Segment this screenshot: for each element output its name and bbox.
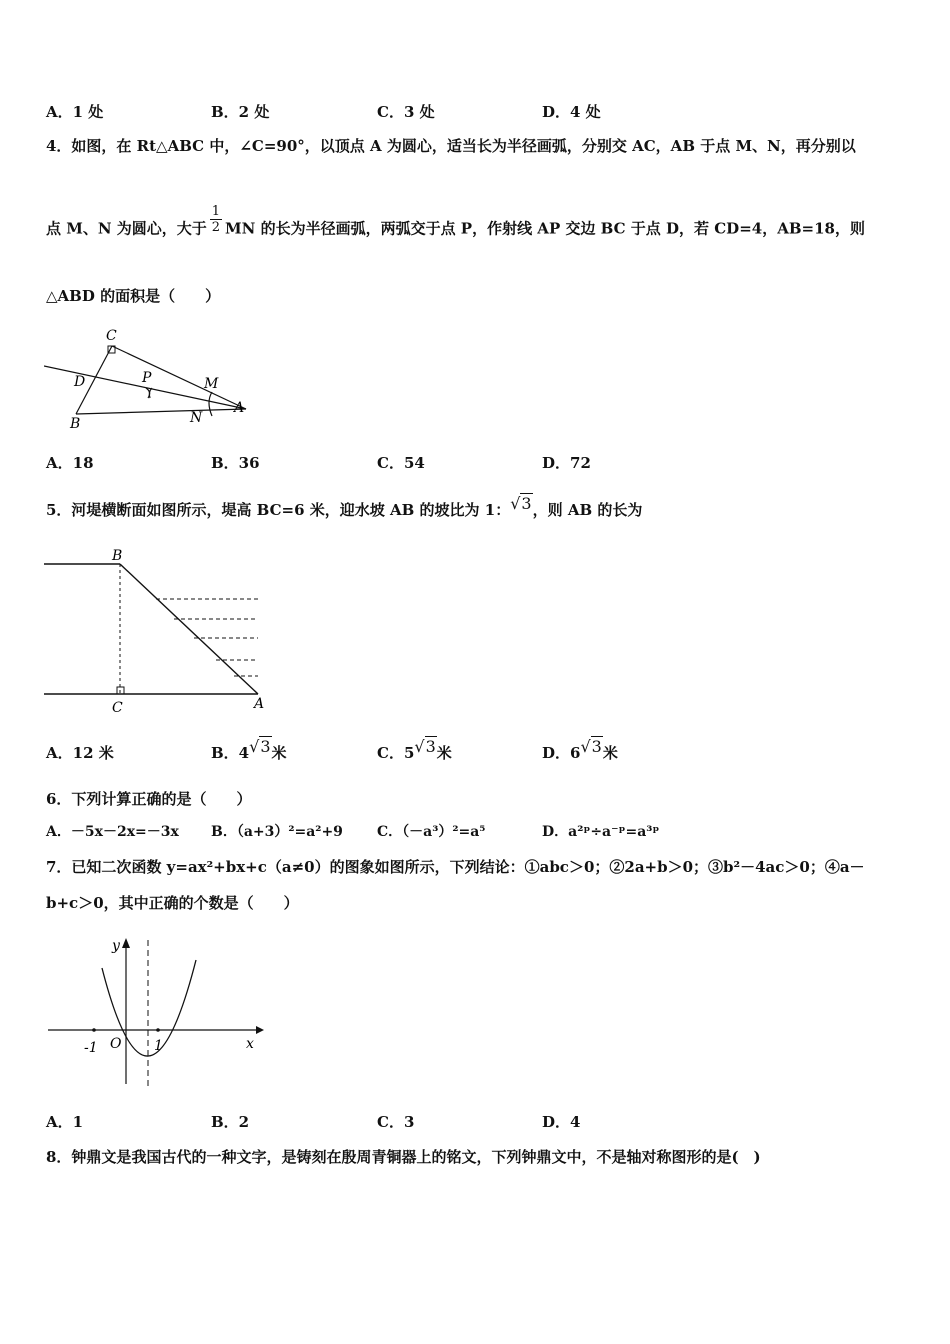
q5-embankment-figure xyxy=(44,548,266,716)
label-a: A xyxy=(254,696,265,712)
arc-mn xyxy=(209,392,212,416)
one-half-fraction xyxy=(210,204,222,235)
q3-option-a: A．1 处 xyxy=(46,103,104,121)
q3-option-d: D．4 处 xyxy=(542,103,601,121)
option-d-coef: D．6 xyxy=(542,744,581,762)
q7-option-b: B．2 xyxy=(211,1113,250,1131)
q7-text-line1: 7．已知二次函数 y=ax²+bx+c（a≠0）的图象如图所示，下列结论：①abc＞0；②2a+b＞0；③b²－4ac＞0；④a－ xyxy=(46,858,865,876)
y-axis-arrow xyxy=(122,938,130,948)
q4-option-a: A．18 xyxy=(46,454,94,472)
arc-p2 xyxy=(146,388,150,398)
option-c-unit: 米 xyxy=(436,744,452,762)
radicand: 3 xyxy=(591,737,602,756)
q4-option-b: B．36 xyxy=(211,454,260,472)
label-n: N xyxy=(190,410,203,426)
q7-option-a: A．1 xyxy=(46,1113,84,1131)
q4-option-d: D．72 xyxy=(542,454,591,472)
label-1: 1 xyxy=(154,1038,163,1054)
q5-text-pre: 5．河堤横断面如图所示，堤高 BC=6 米，迎水坡 AB 的坡比为 1： xyxy=(46,501,511,519)
option-c-coef: C．5 xyxy=(377,744,415,762)
label-c: C xyxy=(106,328,117,344)
q5-option-c xyxy=(377,737,452,763)
fraction-numerator: 1 xyxy=(211,204,221,219)
q5-option-a: A．12 米 xyxy=(46,744,114,762)
q4-option-c: C．54 xyxy=(377,454,425,472)
sqrt3-radical: √3 xyxy=(510,494,532,513)
q7-option-c: C．3 xyxy=(377,1113,415,1131)
radicand: 3 xyxy=(425,737,436,756)
q3-option-c: C．3 处 xyxy=(377,103,435,121)
q7-text-line2: b+c＞0，其中正确的个数是（ ） xyxy=(46,894,299,912)
sqrt3-radical: √3 xyxy=(249,737,271,756)
q4-line2-pre: 点 M、N 为圆心，大于 xyxy=(46,219,207,238)
label-neg1: -1 xyxy=(84,1040,98,1056)
x-axis-arrow xyxy=(256,1026,264,1034)
q4-text-line3: △ABD 的面积是（ ） xyxy=(46,287,221,305)
q4-line2-post: MN 的长为半径画弧，两弧交于点 P，作射线 AP 交边 BC 于点 D，若 CD=4，AB=18，则 xyxy=(225,219,865,238)
label-x: x xyxy=(246,1036,254,1052)
q6-text: 6．下列计算正确的是（ ） xyxy=(46,790,252,808)
slope-ab-line xyxy=(120,564,258,694)
q5-option-d xyxy=(542,737,618,763)
sqrt3-radical: √3 xyxy=(414,737,436,756)
label-y: y xyxy=(112,938,120,954)
label-p: P xyxy=(142,370,152,386)
label-m: M xyxy=(204,376,219,392)
side-ba-line xyxy=(76,409,246,414)
q6-option-c: C．（－a³）²=a⁵ xyxy=(377,824,486,840)
option-b-unit: 米 xyxy=(271,744,287,762)
option-d-unit: 米 xyxy=(602,744,618,762)
radicand: 3 xyxy=(521,494,532,513)
q5-text-post: ，则 AB 的长为 xyxy=(532,501,643,519)
point-neg1 xyxy=(92,1028,96,1032)
q6-option-a: A．－5x－2x=－3x xyxy=(46,824,179,840)
q5-text xyxy=(46,494,643,520)
label-c: C xyxy=(112,700,123,716)
label-d: D xyxy=(74,374,86,390)
option-b-coef: B．4 xyxy=(211,744,250,762)
side-ca-line xyxy=(112,346,246,409)
q3-option-b: B．2 处 xyxy=(211,103,270,121)
q5-option-b xyxy=(211,737,287,763)
q6-option-d: D．a²ᵖ÷a⁻ᵖ=a³ᵖ xyxy=(542,824,660,840)
label-b: B xyxy=(112,548,123,564)
q4-triangle-figure xyxy=(44,326,254,434)
q6-option-b: B．（a+3）²=a²+9 xyxy=(211,824,343,840)
q7-option-d: D．4 xyxy=(542,1113,581,1131)
label-b: B xyxy=(70,416,81,432)
point-1 xyxy=(156,1028,160,1032)
q7-parabola-figure xyxy=(44,934,266,1094)
q8-text: 8．钟鼎文是我国古代的一种文字，是铸刻在殷周青铜器上的铭文，下列钟鼎文中，不是轴对称图形的是( ) xyxy=(46,1148,761,1166)
label-origin: O xyxy=(110,1036,122,1052)
q4-text-line1: 4．如图，在 Rt△ABC 中，∠C=90°，以顶点 A 为圆心，适当长为半径画弧，分别交 AC，AB 于点 M、N，再分别以 xyxy=(46,137,856,155)
fraction-denominator: 2 xyxy=(211,220,221,235)
radicand: 3 xyxy=(260,737,271,756)
label-a: A xyxy=(234,400,245,416)
q4-text-line2 xyxy=(46,204,865,245)
sqrt3-radical: √3 xyxy=(580,737,602,756)
